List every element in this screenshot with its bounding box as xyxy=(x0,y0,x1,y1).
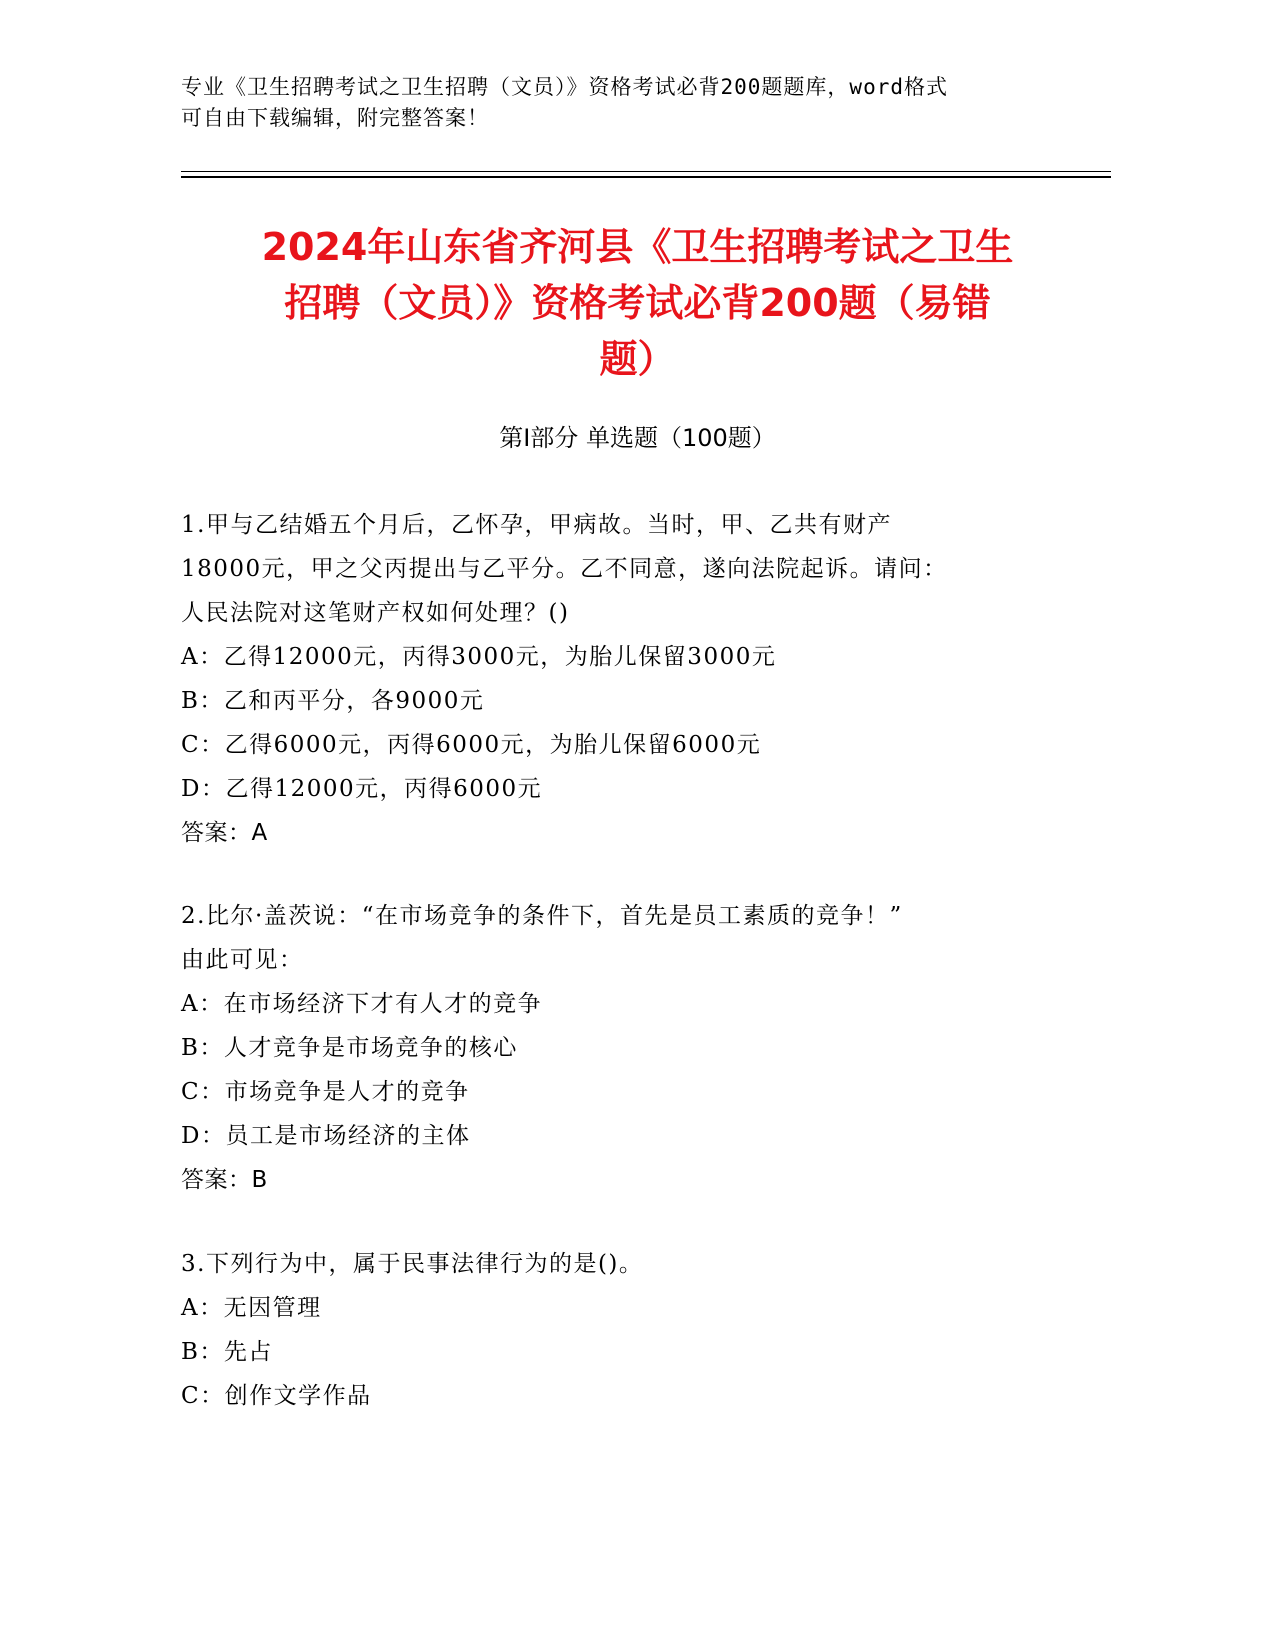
option-b: B：先占 xyxy=(181,1339,273,1365)
header-note-line: 可自由下载编辑，附完整答案！ xyxy=(181,106,489,130)
option-a: A：乙得12000元，丙得3000元，为胎儿保留3000元 xyxy=(181,644,777,670)
question-block xyxy=(181,894,1081,1202)
question-stem-line: 3.下列行为中，属于民事法律行为的是()。 xyxy=(181,1251,644,1277)
question-stem-line: 人民法院对这笔财产权如何处理？() xyxy=(181,600,570,626)
option-d: D：员工是市场经济的主体 xyxy=(181,1123,471,1149)
header-note xyxy=(181,72,1061,134)
option-b: B：乙和丙平分，各9000元 xyxy=(181,688,485,714)
answer-line: 答案：A xyxy=(181,820,268,846)
question-stem-line: 1.甲与乙结婚五个月后，乙怀孕，甲病故。当时，甲、乙共有财产 xyxy=(181,512,892,538)
question-stem-line: 由此可见： xyxy=(181,947,304,973)
section-heading: 第I部分 单选题（100题） xyxy=(499,424,776,452)
title-line: 题） xyxy=(599,337,676,381)
header-divider-thick xyxy=(181,176,1111,178)
option-a: A：在市场经济下才有人才的竞争 xyxy=(181,991,543,1017)
question-block xyxy=(181,503,1081,855)
option-a: A：无因管理 xyxy=(181,1295,322,1321)
option-b: B：人才竞争是市场竞争的核心 xyxy=(181,1035,518,1061)
question-stem-line: 18000元，甲之父丙提出与乙平分。乙不同意，遂向法院起诉。请问： xyxy=(181,556,948,582)
document-title xyxy=(150,219,1125,387)
title-line: 2024年山东省齐河县《卫生招聘考试之卫生 xyxy=(261,225,1014,269)
question-stem-line: 2.比尔·盖茨说：“在市场竞争的条件下，首先是员工素质的竞争！” xyxy=(181,903,903,929)
answer-line: 答案：B xyxy=(181,1167,268,1193)
option-c: C：市场竞争是人才的竞争 xyxy=(181,1079,470,1105)
title-line: 招聘（文员）》资格考试必背200题（易错 xyxy=(284,281,991,325)
header-divider-thin xyxy=(181,171,1111,172)
option-c: C：创作文学作品 xyxy=(181,1383,372,1409)
header-note-line: 专业《卫生招聘考试之卫生招聘（文员）》资格考试必背200题题库，word格式 xyxy=(181,75,948,99)
option-c: C：乙得6000元，丙得6000元，为胎儿保留6000元 xyxy=(181,732,762,758)
option-d: D：乙得12000元，丙得6000元 xyxy=(181,776,543,802)
question-block xyxy=(181,1242,1081,1418)
